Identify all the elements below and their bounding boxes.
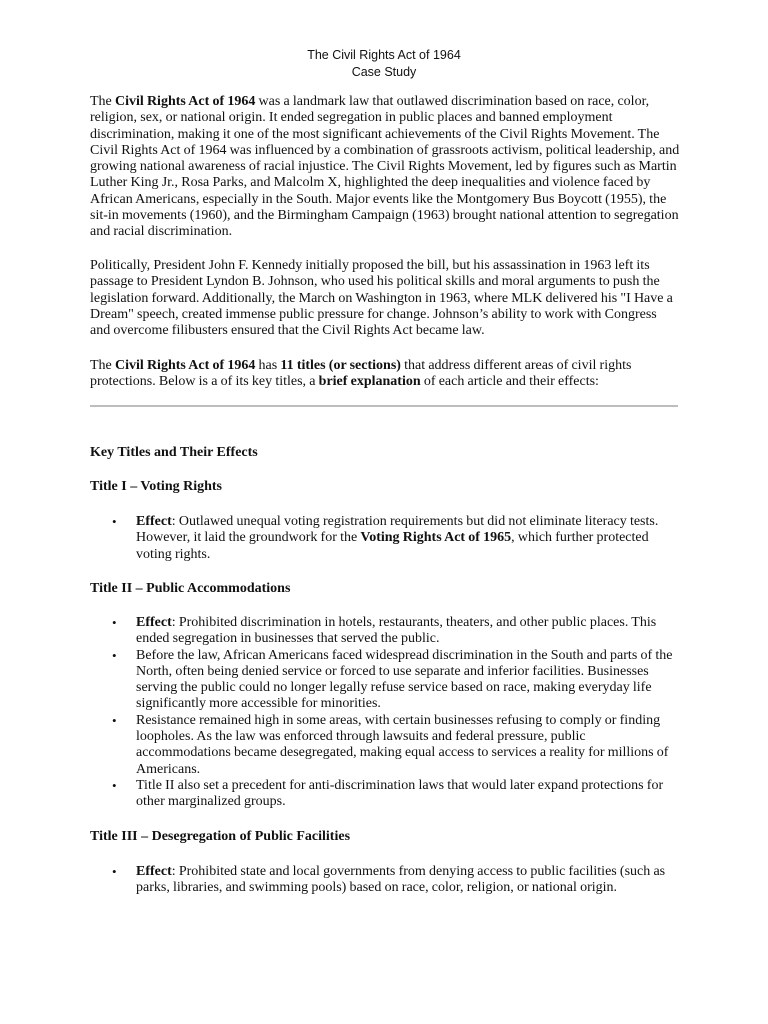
horizontal-divider [90, 405, 678, 407]
text-run: : Outlawed unequal voting registration requirements but did not eliminate literacy tests. However, it laid the groundwork for the [136, 514, 659, 546]
title-2-bullet-list [90, 615, 680, 811]
text-run: of each article and their effects: [420, 374, 599, 390]
text-run: Title II also set a precedent for anti-discrimination laws that would later expand protections for other marginalized groups. [136, 777, 664, 810]
intro-paragraph-2: Politically, President John F. Kennedy initially proposed the bill, but his assassination in 1963 left its passage to President Lyndon B. Johnson, who used his political skills and moral arguments to push the legislation forward. Additionally, the March on Washington in 1963, where MLK delivered his "I Have a Dream" speech, created immense public pressure for change. Johnson’s ability to work with Congress and overcome filibusters ensured that the Civil Rights Act became law. [90, 258, 673, 339]
title-3-heading: Title III – Desegregation of Public Facilities [90, 829, 351, 844]
title-2-heading: Title II – Public Accommodations [90, 581, 291, 596]
list-item [90, 713, 680, 778]
section-heading: Key Titles and Their Effects [90, 445, 258, 460]
title-1-heading: Title I – Voting Rights [90, 479, 222, 494]
text-run: : Prohibited state and local governments from denying access to public facilities (such as parks, libraries, and swimming pools) based on race, color, religion, or national origin. [136, 864, 666, 896]
list-item [90, 648, 680, 713]
bullet-icon: • [112, 777, 117, 793]
effect-label: Effect [136, 615, 172, 630]
list-item [90, 615, 680, 648]
bold-act-name: Civil Rights Act of 1964 [114, 94, 256, 109]
bullet-icon: • [112, 514, 117, 529]
text-run: , which further protected voting rights. [136, 530, 649, 562]
effect-label: Effect [136, 864, 172, 879]
text-run: has [255, 358, 281, 373]
text-run: The [90, 94, 115, 109]
bullet-icon: • [112, 712, 117, 728]
intro-paragraph-1 [90, 94, 680, 241]
list-item [90, 514, 680, 563]
document-subtitle: Case Study [351, 65, 417, 79]
text-run: : Prohibited discrimination in hotels, restaurants, theaters, and other public places. This ended segregation in businesses that served the public. [136, 615, 657, 647]
title-1-bullet-list [90, 514, 680, 563]
bold-titles-count: 11 titles (or sections) [280, 358, 401, 373]
bold-act-name: Civil Rights Act of 1964 [114, 358, 256, 373]
text-run: Resistance remained high in some areas, with certain businesses refusing to comply or finding loopholes. As the law was enforced through lawsuits and federal pressure, public accommodations became desegregated, making equal access to services a reality for millions of Americans. [136, 712, 669, 777]
bold-voting-rights-act: Voting Rights Act of 1965 [360, 530, 512, 546]
text-run: that address different areas of civil rights protections. Below is a of its key titles, a [90, 358, 632, 390]
text-run: was a landmark law that outlawed discrimination based on race, color, religion, sex, or national origin. It ended segregation in public places and banned employment discrimination, making it one of the most significant achievements of the Civil Rights Movement. The Civil Rights Act of 1964 was influenced by a combination of grassroots activism, political leadership, and growing national awareness of racial injustice. The Civil Rights Movement, led by figures such as Martin Luther King Jr., Rosa Parks, and Malcolm X, highlighted the deep inequalities and violence faced by African Americans, especially in the South. Major events like the Montgomery Bus Boycott (1955), the sit-in movements (1960), and the Birmingham Campaign (1963) brought national attention to segregation and racial discrimination. [90, 94, 680, 240]
text-run: The [90, 358, 115, 373]
bullet-icon: • [112, 615, 117, 630]
title-3-bullet-list [90, 864, 680, 897]
intro-paragraph-3 [90, 358, 680, 391]
bold-brief-explanation: brief explanation [318, 374, 421, 390]
document-header [0, 47, 768, 81]
effect-label: Effect [136, 514, 172, 529]
document-title: The Civil Rights Act of 1964 [307, 48, 461, 62]
text-run: Before the law, African Americans faced widespread discrimination in the South and parts of the North, often being denied service or forced to use separate and inferior facilities. Businesses serving the public could no longer legally refuse service based on race, making everyday life significantly more accessible for minorities. [136, 647, 673, 712]
bullet-icon: • [112, 864, 117, 879]
bullet-icon: • [112, 647, 117, 663]
list-item [90, 778, 680, 811]
list-item [90, 864, 680, 897]
